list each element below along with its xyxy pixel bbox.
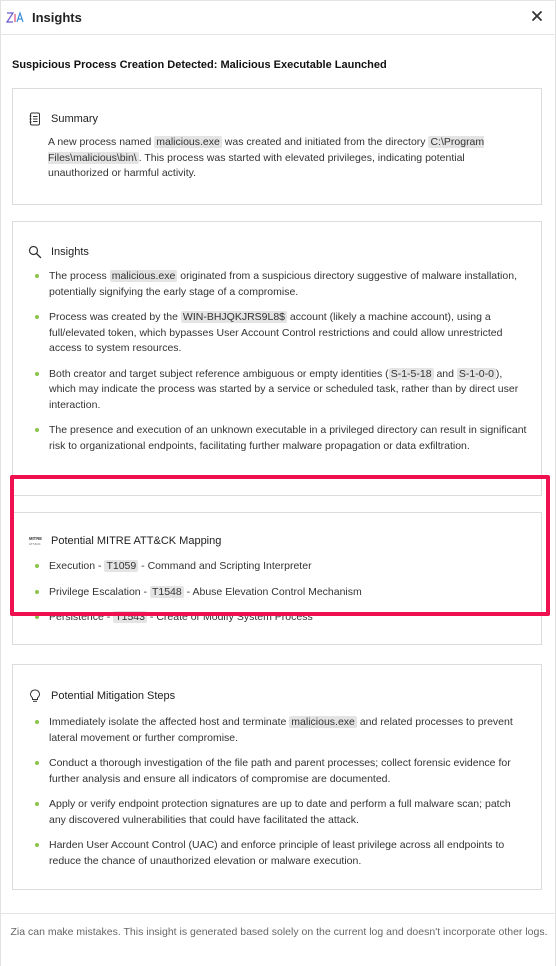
panel-header <box>1 0 556 35</box>
list-item: Apply or verify endpoint protection signatures are up to date and perform a full malware scan; patch any discovered vulnerabilities that could have facilitated the attack. <box>35 797 529 828</box>
insight-title: Suspicious Process Creation Detected: Malicious Executable Launched <box>12 59 387 71</box>
close-icon[interactable] <box>530 9 544 23</box>
mitre-label: Potential MITRE ATT&CK Mapping <box>51 535 222 547</box>
mitigation-label: Potential Mitigation Steps <box>51 690 176 702</box>
list-item: Immediately isolate the affected host and terminate malicious.exe and related processes to prevent lateral movement or further compromise. <box>35 715 529 746</box>
list-item: Persistence - T1543 - Create or Modify System Process <box>35 610 529 626</box>
list-item: Privilege Escalation - T1548 - Abuse Elevation Control Mechanism <box>35 585 529 601</box>
mitigation-header <box>28 688 175 704</box>
mitigation-list <box>35 715 529 869</box>
list-item: The presence and execution of an unknown executable in a privileged directory can result in significant risk to organizational endpoints, facilitating further malware propagation or data exfiltration. <box>35 423 529 454</box>
document-icon <box>28 112 42 126</box>
list-item: Harden User Account Control (UAC) and enforce principle of least privilege across all endpoints to reduce the chance of unauthorized elevation or malware execution. <box>35 838 529 869</box>
svg-text:MITRE: MITRE <box>29 536 43 541</box>
summary-header <box>28 111 98 127</box>
panel-title: Insights <box>32 10 82 25</box>
list-item: The process malicious.exe originated from a suspicious directory suggestive of malware installation, potentially signifying the early stage of a compromise. <box>35 269 529 300</box>
text-segment: . This process was started with elevated privileges, indicating potential unauthorized or harmful activity. <box>48 151 465 179</box>
summary-card <box>12 88 542 205</box>
insights-header <box>28 244 89 260</box>
insights-card <box>12 221 542 496</box>
mitre-highlight-box <box>10 475 550 616</box>
text-segment: was created and initiated from the directory <box>221 136 429 148</box>
disclaimer-text: Zia can make mistakes. This insight is generated based solely on the current log and doesn't incorporate other logs. <box>10 926 548 938</box>
code-chip: malicious.exe <box>156 136 220 148</box>
zia-logo-icon <box>6 10 24 24</box>
list-item: Conduct a thorough investigation of the file path and parent processes; collect forensic evidence for further analysis and ensure all indicators of compromise are documented. <box>35 756 529 787</box>
svg-text:ATT&CK: ATT&CK <box>29 542 41 546</box>
summary-text <box>48 135 528 182</box>
insights-list <box>35 269 529 454</box>
mitigation-card <box>12 664 542 890</box>
code-chip: C:\Program Files\malicious\bin\ <box>48 136 485 164</box>
lightbulb-icon <box>28 689 42 703</box>
list-item: Both creator and target subject reference ambiguous or empty identities ( S-1-5-18 and S-1-0-0 ), which may indicate the process was started by a service or scheduled task, rather than by direct user interaction. <box>35 367 529 414</box>
list-item: Process was created by the WIN-BHJQKJRS9L8$ account (likely a machine account), using a full/elevated token, which bypasses User Account Control restrictions and could allow unrestricted access to system resources. <box>35 310 529 357</box>
insights-label: Insights <box>51 246 89 258</box>
search-icon <box>28 245 42 259</box>
text-segment: A new process named <box>48 136 155 148</box>
list-item: Execution - T1059 - Command and Scripting Interpreter <box>35 559 529 575</box>
disclaimer-footer <box>1 913 556 966</box>
summary-label: Summary <box>51 113 99 125</box>
